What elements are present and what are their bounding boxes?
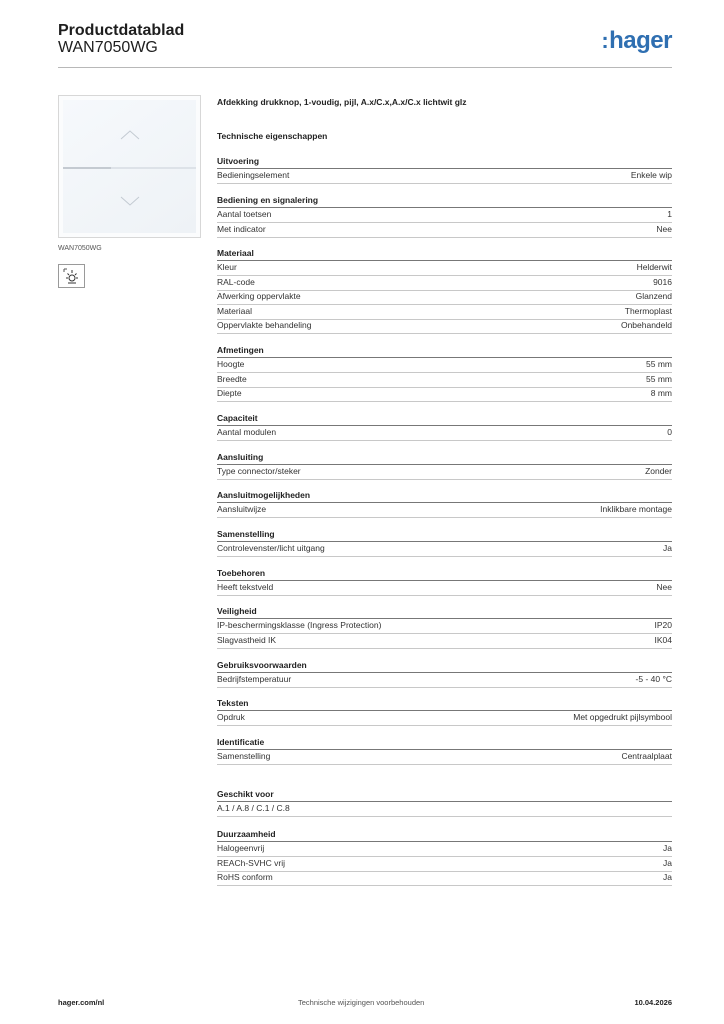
section-title: Capaciteit <box>217 413 258 423</box>
page-title: Productdatablad <box>58 22 185 39</box>
product-code: WAN7050WG <box>58 39 158 56</box>
spec-row <box>217 871 672 886</box>
spec-label: Halogeenvrij <box>217 843 265 853</box>
spec-row <box>217 223 672 238</box>
spec-row <box>217 711 672 726</box>
spec-label: Met indicator <box>217 223 266 234</box>
footer-date: 10.04.2026 <box>634 998 672 1007</box>
spec-value: 55 mm <box>646 373 672 384</box>
spec-label: Bedieningselement <box>217 170 290 180</box>
section-title: Bediening en signalering <box>217 195 319 205</box>
spec-value: Ja <box>663 543 672 553</box>
spec-label: Type connector/steker <box>217 466 301 476</box>
spec-row <box>217 750 672 765</box>
hager-logo: :hager <box>601 27 672 54</box>
spec-row <box>217 673 672 688</box>
spec-value: -5 - 40 °C <box>635 674 672 684</box>
spec-label: A.1 / A.8 / C.1 / C.8 <box>217 803 290 813</box>
section-title: Duurzaamheid <box>217 829 276 839</box>
spec-row <box>217 305 672 320</box>
spec-label: Materiaal <box>217 305 252 316</box>
spec-row <box>217 276 672 291</box>
spec-value: Zonder <box>645 466 672 476</box>
spec-value: 8 mm <box>650 388 672 399</box>
section-title: Aansluitmogelijkheden <box>217 490 311 500</box>
section-title: Materiaal <box>217 248 254 258</box>
section-title: Samenstelling <box>217 529 275 539</box>
spec-row <box>217 373 672 388</box>
spec-label: Hoogte <box>217 359 245 369</box>
section-title: Geschikt voor <box>217 789 274 799</box>
spec-value: IK04 <box>654 634 672 645</box>
product-image <box>58 95 201 238</box>
spec-row <box>217 290 672 305</box>
spec-value: Thermoplast <box>624 305 672 316</box>
technical-properties-title: Technische eigenschappen <box>217 131 328 141</box>
spec-row <box>217 358 672 373</box>
section-title: Identificatie <box>217 737 265 747</box>
spec-label: Controlevenster/licht uitgang <box>217 543 325 553</box>
footer-website: hager.com/nl <box>58 998 105 1007</box>
spec-row <box>217 634 672 649</box>
spec-row <box>217 261 672 276</box>
image-caption: WAN7050WG <box>58 245 102 252</box>
section-title: Teksten <box>217 698 249 708</box>
spec-row <box>217 542 672 557</box>
spec-row <box>217 319 672 334</box>
illuminated-switch-icon <box>58 264 85 288</box>
spec-value: Glanzend <box>635 291 672 302</box>
spec-value: Onbehandeld <box>620 320 672 331</box>
spec-label: RAL-code <box>217 276 255 287</box>
spec-label: Aantal toetsen <box>217 209 272 219</box>
spec-label: Heeft tekstveld <box>217 582 274 592</box>
section-title: Afmetingen <box>217 345 264 355</box>
spec-row <box>217 208 672 223</box>
section-title: Toebehoren <box>217 568 266 578</box>
spec-row <box>217 619 672 634</box>
spec-row <box>217 802 672 817</box>
spec-value: Centraalplaat <box>621 751 672 761</box>
spec-value: Helderwit <box>636 262 672 272</box>
spec-value: 9016 <box>653 276 672 287</box>
spec-label: Afwerking oppervlakte <box>217 291 301 302</box>
spec-label: IP-beschermingsklasse (Ingress Protection) <box>217 620 382 630</box>
spec-label: Samenstelling <box>217 751 271 761</box>
product-description: Afdekking drukknop, 1-voudig, pijl, A.x/C.x,A.x/C.x lichtwit glz <box>217 97 467 107</box>
spec-row <box>217 426 672 441</box>
section-title: Aansluiting <box>217 452 264 462</box>
spec-value: Ja <box>663 857 672 868</box>
spec-label: Bedrijfstemperatuur <box>217 674 292 684</box>
spec-value: Enkele wip <box>630 170 672 180</box>
spec-row <box>217 465 672 480</box>
section-title: Veiligheid <box>217 606 257 616</box>
spec-row <box>217 169 672 184</box>
header-divider <box>58 67 672 68</box>
spec-value: Ja <box>663 843 672 853</box>
section-title: Gebruiksvoorwaarden <box>217 660 307 670</box>
spec-label: Breedte <box>217 373 247 384</box>
spec-value: Met opgedrukt pijlsymbool <box>573 712 672 722</box>
brand-name: hager <box>609 27 672 54</box>
spec-value: 55 mm <box>646 359 672 369</box>
section-title: Uitvoering <box>217 156 260 166</box>
spec-label: Aansluitwijze <box>217 504 267 514</box>
arrow-down-icon <box>120 196 140 206</box>
spec-row <box>217 842 672 857</box>
spec-label: Kleur <box>217 262 237 272</box>
spec-value: Nee <box>656 582 672 592</box>
spec-value: Inklikbare montage <box>600 504 672 514</box>
spec-value: 1 <box>667 209 672 219</box>
spec-label: Slagvastheid IK <box>217 634 277 645</box>
spec-label: REACh-SVHC vrij <box>217 857 286 868</box>
spec-label: Oppervlakte behandeling <box>217 320 312 331</box>
spec-row <box>217 387 672 402</box>
spec-row <box>217 857 672 872</box>
spec-value: 0 <box>667 427 672 437</box>
spec-value: Ja <box>663 872 672 883</box>
footer-notice: Technische wijzigingen voorbehouden <box>298 998 425 1007</box>
spec-label: Diepte <box>217 388 242 399</box>
spec-label: Aantal modulen <box>217 427 277 437</box>
spec-row <box>217 503 672 518</box>
spec-label: RoHS conform <box>217 872 273 883</box>
spec-value: Nee <box>656 223 672 234</box>
spec-row <box>217 581 672 596</box>
spec-value: IP20 <box>654 620 672 630</box>
spec-label: Opdruk <box>217 712 245 722</box>
arrow-up-icon <box>120 130 140 140</box>
